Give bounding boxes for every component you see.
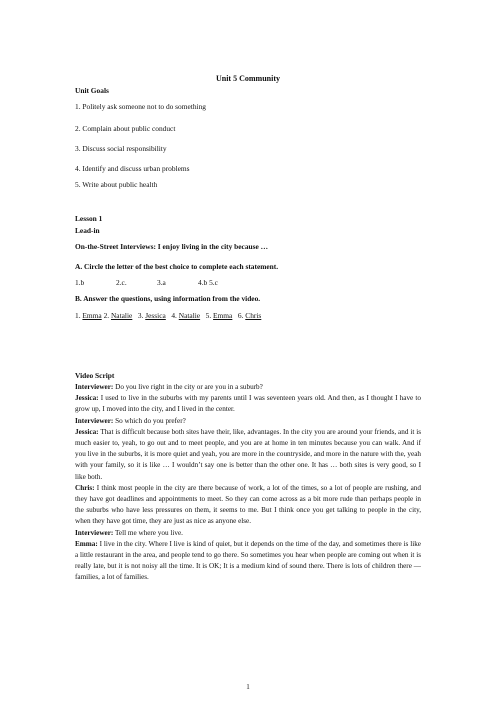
script-text: Tell me where you live. bbox=[113, 528, 183, 537]
script-line bbox=[75, 393, 421, 415]
goal-item: 5. Write about public health bbox=[75, 180, 158, 189]
answer-b-name: Natalie bbox=[110, 311, 133, 320]
speaker-name: Emma: bbox=[75, 539, 98, 548]
video-script-body bbox=[75, 382, 421, 584]
answer-a: 4.b 5.c bbox=[198, 278, 218, 287]
interviews-heading: On-the-Street Interviews: I enjoy living in the city because … bbox=[75, 242, 269, 251]
page-number: 1 bbox=[246, 683, 250, 691]
script-text: I used to live in the suburbs with my parents until I was seventeen years old. And then, as I thought I have to grow up, I moved into the city, and I lived in the center. bbox=[75, 394, 421, 414]
goal-item: 3. Discuss social responsibility bbox=[75, 144, 167, 153]
script-text: So which do you prefer? bbox=[113, 416, 186, 425]
speaker-name: Chris: bbox=[75, 483, 95, 492]
script-line bbox=[75, 382, 421, 393]
goal-item: 2. Complain about public conduct bbox=[75, 124, 176, 133]
answer-b-num: 4. bbox=[171, 311, 177, 320]
answer-b-num: 3. bbox=[137, 311, 144, 320]
script-text: Do you live right in the city or are you in a suburb? bbox=[113, 383, 263, 391]
script-text: I think most people in the city are there because of work, a lot of the times, so a lot of people are rushing, and they have got deadlines and appointments to meet. So they can come across as a bit more rude than perhaps people in the suburbs who have less pressures on them, it seems to me. But I think once you get talking to people in the city, when they have got time, they are just as nice as anyone else. bbox=[75, 483, 421, 526]
answer-b-name: Emma bbox=[82, 311, 102, 320]
answer-b-name: Jessica bbox=[145, 311, 166, 320]
answer-b-num: 6. bbox=[237, 311, 244, 320]
answer-a: 1.b bbox=[75, 278, 85, 287]
script-line bbox=[75, 483, 421, 528]
script-line bbox=[75, 539, 421, 584]
video-script-heading: Video Script bbox=[75, 371, 115, 380]
part-a-instruction: A. Circle the letter of the best choice to complete each statement. bbox=[75, 262, 279, 271]
speaker-name: Interviewer: bbox=[75, 416, 114, 425]
answer-b-name: Natalie bbox=[178, 311, 201, 320]
leadin-heading: Lead-in bbox=[75, 226, 100, 235]
script-text: I live in the city. Where I live is kind of quiet, but it depends on the time of the day, and sometimes there is like a little restaurant in the area, and people tend to go there. So sometimes you hear when people are coming out when it is really late, but it is not noisy all the time. It is OK; It is a medium kind of sound there. There is lots of children there — families, a lot of families. bbox=[75, 539, 421, 582]
script-line bbox=[75, 427, 421, 483]
answer-b-name: Emma bbox=[213, 311, 233, 320]
script-text: That is difficult because both sites have their, like, advantages. In the city you are around your friends, and it is much easier to, yeah, to go out and to meet people, and you are at home in ten minutes because you can walk. And if you live in the suburbs, it is more quiet and yeah, you are more in the countryside, and more in the nature with the, yeah with your family, so it is like … I wouldn’t say one is better than the other one. It has … both sites is very good, so I like both. bbox=[75, 427, 421, 481]
answer-b-num: 1. bbox=[75, 311, 81, 320]
speaker-name: Jessica: bbox=[75, 427, 99, 436]
lesson-heading: Lesson 1 bbox=[75, 214, 103, 223]
part-b-instruction: B. Answer the questions, using information from the video. bbox=[75, 294, 261, 303]
answer-a: 2.c. bbox=[116, 278, 127, 287]
answers-a-row bbox=[75, 278, 218, 288]
script-line bbox=[75, 416, 421, 427]
goal-item: 4. Identify and discuss urban problems bbox=[75, 164, 190, 173]
goal-item: 1. Politely ask someone not to do something bbox=[75, 102, 206, 111]
answers-b-row bbox=[75, 311, 261, 321]
speaker-name: Interviewer: bbox=[75, 383, 114, 391]
answer-a: 3.a bbox=[157, 278, 166, 287]
speaker-name: Jessica: bbox=[75, 394, 99, 403]
answer-b-name: Chris bbox=[245, 311, 262, 320]
answer-b-num: 2. bbox=[103, 311, 110, 320]
answer-b-num: 5. bbox=[205, 311, 212, 320]
speaker-name: Interviewer: bbox=[75, 528, 114, 537]
page-title: Unit 5 Community bbox=[215, 74, 280, 83]
goals-heading: Unit Goals bbox=[75, 86, 109, 95]
script-line bbox=[75, 528, 421, 539]
